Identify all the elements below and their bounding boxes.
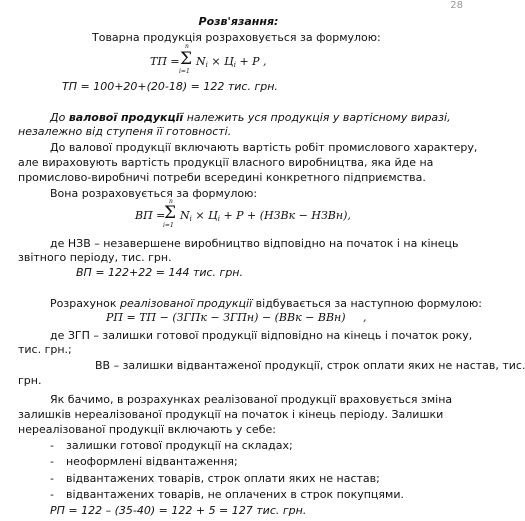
nzv-def-line2: звітного періоду, тис. грн. [18,251,172,264]
list-item: - відвантажених товарів, строк оплати яких не настав; [50,472,380,485]
sum-lower-limit: i=1 [163,222,174,229]
nzv-def-line1: де НЗВ – незавершене виробництво відповідно на початок і на кінець [50,237,459,250]
realized-intro: Розрахунок реалізованої продукції відбувається за наступною формулою: [50,297,482,310]
gross-p2-line1: До валової продукції включають вартість робіт промислового характеру, [50,141,478,154]
zgp-def-line1: де ЗГП – залишки готової продукції відповідно на кінець і початок року, [50,329,473,342]
formula-realized-output: РП = ТП − (ЗГПк − ЗГПн) − (ВВк − ВВн) , [106,311,367,324]
sigma-symbol: Σ [180,49,193,69]
sum-lower-limit: i=1 [179,68,190,75]
vv-def-line2: грн. [18,374,42,387]
formula-lhs: ВП = [135,209,166,222]
gross-p3: Вона розраховується за формулою: [50,187,258,200]
gross-p1-line1: До валової продукції належить уся продукція у вартісному виразі, [50,111,451,124]
gross-p2-line2: але вираховують вартість продукції власного виробництва, яка йде на [18,156,434,169]
list-item: - залишки готової продукції на складах; [50,439,293,452]
calc-commercial-output: ТП = 100+20+(20-18) = 122 тис. грн. [62,80,278,93]
gross-p1-line2: незалежно від ступеня її готовності. [18,125,232,138]
section-title: Розв'язання: [198,15,279,28]
vv-def-line1: ВВ – залишки відвантаженої продукції, строк оплати яких не настав, тис. [95,359,525,372]
formula-rhs: $N_i \times Ц_i + Р$ , [196,55,267,69]
gross-p2-line3: промислово-виробничі потреби всередині конкретного підприємства. [18,171,426,184]
calc-realized-output: РП = 122 – (35-40) = 122 + 5 = 127 тис. грн. [50,504,307,517]
formula-rhs: $N_i \times Ц_i + Р$ + (НЗВк − НЗВн), [180,209,351,223]
sigma-symbol: Σ [164,203,177,223]
summary-line3: нереалізованої продукції включають у себе: [18,423,276,436]
summary-line1: Як бачимо, в розрахунках реалізованої продукції враховується зміна [50,393,453,406]
page-number: 28 [450,0,463,11]
summary-line2: залишків нереалізованої продукції на початок і кінець періоду. Залишки [18,408,444,421]
intro-commercial-output: Товарна продукція розраховується за формулою: [92,31,381,44]
sum-upper-limit: n [169,198,173,205]
list-item: - неоформлені відвантаження; [50,455,238,468]
calc-gross-output: ВП = 122+22 = 144 тис. грн. [76,266,243,279]
zgp-def-line2: тис. грн.; [18,343,72,356]
list-item: - відвантажених товарів, не оплачених в строк покупцями. [50,488,404,501]
formula-lhs: ТП = [150,55,180,68]
sum-upper-limit: n [185,43,189,50]
